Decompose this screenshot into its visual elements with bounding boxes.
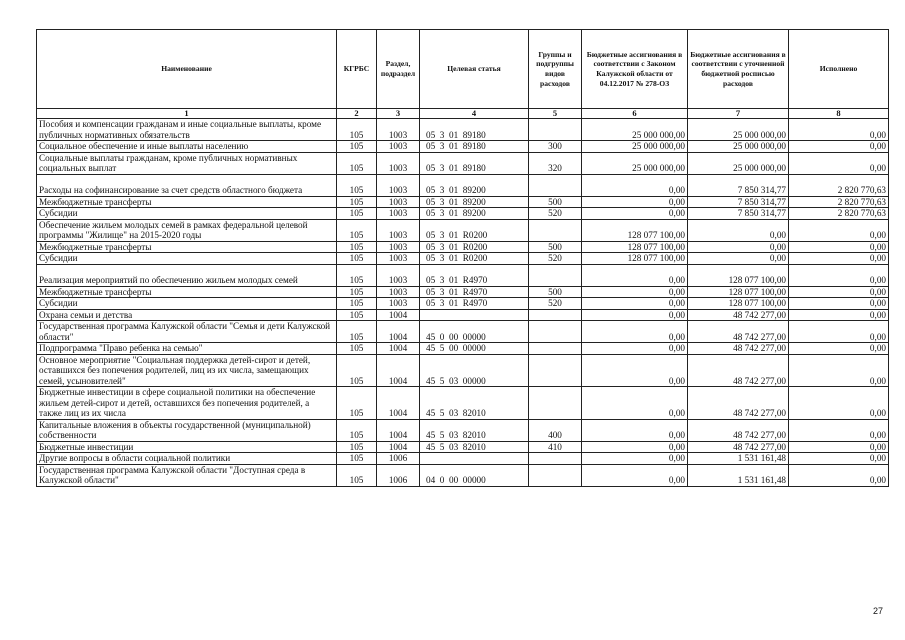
- row-refined-amount: 1 531 161,48: [688, 464, 789, 486]
- column-number: 2: [337, 109, 377, 119]
- column-number-row: [37, 109, 889, 119]
- row-name: Социальное обеспечение и иные выплаты населению: [37, 141, 337, 153]
- table-row: [37, 119, 889, 141]
- row-target: 05 3 01 R4970: [420, 298, 529, 310]
- row-section: 1003: [377, 141, 420, 153]
- row-refined-amount: 25 000 000,00: [688, 141, 789, 153]
- row-target: 05 3 01 R0200: [420, 253, 529, 265]
- row-refined-amount: 128 077 100,00: [688, 298, 789, 310]
- table-row: [37, 196, 889, 208]
- row-target: 05 3 01 R0200: [420, 219, 529, 241]
- row-law-amount: 0,00: [582, 264, 688, 286]
- row-section: 1003: [377, 174, 420, 196]
- row-section: 1003: [377, 241, 420, 253]
- row-refined-amount: 0,00: [688, 219, 789, 241]
- table-row: [37, 264, 889, 286]
- row-name: Субсидии: [37, 253, 337, 265]
- row-name: Межбюджетные трансферты: [37, 196, 337, 208]
- row-refined-amount: 7 850 314,77: [688, 208, 789, 220]
- header-kgrbs: КГРБС: [337, 30, 377, 109]
- row-executed-amount: 0,00: [789, 354, 889, 387]
- row-kgrbs: 105: [337, 453, 377, 465]
- row-group: [529, 387, 582, 420]
- row-target: 05 3 01 89180: [420, 119, 529, 141]
- page-number: 27: [873, 606, 884, 616]
- row-target: 05 3 01 89180: [420, 152, 529, 174]
- row-law-amount: 0,00: [582, 354, 688, 387]
- row-executed-amount: 0,00: [789, 419, 889, 441]
- column-number: 5: [529, 109, 582, 119]
- row-law-amount: 128 077 100,00: [582, 219, 688, 241]
- row-target: 45 5 03 82010: [420, 387, 529, 420]
- row-target: 05 3 01 89200: [420, 196, 529, 208]
- row-kgrbs: 105: [337, 174, 377, 196]
- row-kgrbs: 105: [337, 321, 377, 343]
- row-kgrbs: 105: [337, 119, 377, 141]
- row-law-amount: 128 077 100,00: [582, 253, 688, 265]
- row-name: Другие вопросы в области социальной политики: [37, 453, 337, 465]
- row-executed-amount: 0,00: [789, 387, 889, 420]
- row-refined-amount: 48 742 277,00: [688, 387, 789, 420]
- row-group: [529, 174, 582, 196]
- header-section: Раздел, подраздел: [377, 30, 420, 109]
- row-refined-amount: 7 850 314,77: [688, 196, 789, 208]
- row-law-amount: 0,00: [582, 441, 688, 453]
- row-group: 300: [529, 141, 582, 153]
- row-law-amount: 0,00: [582, 309, 688, 321]
- row-group: 500: [529, 286, 582, 298]
- row-executed-amount: 0,00: [789, 141, 889, 153]
- table-row: [37, 219, 889, 241]
- row-refined-amount: 128 077 100,00: [688, 286, 789, 298]
- row-executed-amount: 2 820 770,63: [789, 196, 889, 208]
- row-group: [529, 321, 582, 343]
- row-executed-amount: 0,00: [789, 343, 889, 355]
- row-section: 1004: [377, 387, 420, 420]
- row-law-amount: 0,00: [582, 286, 688, 298]
- row-refined-amount: 48 742 277,00: [688, 309, 789, 321]
- table-row: [37, 321, 889, 343]
- row-group: [529, 464, 582, 486]
- row-refined-amount: 48 742 277,00: [688, 441, 789, 453]
- column-number: 6: [582, 109, 688, 119]
- row-name: Основное мероприятие "Социальная поддержка детей-сирот и детей, оставшихся без попечения родителей, лиц из их числа, замещающих семей, усыновителей": [37, 354, 337, 387]
- row-group: [529, 119, 582, 141]
- table-row: [37, 298, 889, 310]
- table-row: [37, 441, 889, 453]
- row-law-amount: 0,00: [582, 464, 688, 486]
- table-row: [37, 309, 889, 321]
- row-section: 1003: [377, 196, 420, 208]
- row-target: 45 5 03 82010: [420, 419, 529, 441]
- row-section: 1003: [377, 152, 420, 174]
- row-section: 1003: [377, 253, 420, 265]
- table-row: [37, 241, 889, 253]
- row-group: [529, 219, 582, 241]
- row-executed-amount: 0,00: [789, 453, 889, 465]
- row-kgrbs: 105: [337, 309, 377, 321]
- table-row: [37, 343, 889, 355]
- row-target: 05 3 01 89180: [420, 141, 529, 153]
- row-executed-amount: 0,00: [789, 253, 889, 265]
- row-law-amount: 25 000 000,00: [582, 141, 688, 153]
- row-law-amount: 0,00: [582, 419, 688, 441]
- row-kgrbs: 105: [337, 419, 377, 441]
- row-target: 05 3 01 89200: [420, 208, 529, 220]
- table-row: [37, 253, 889, 265]
- table-row: [37, 208, 889, 220]
- row-kgrbs: 105: [337, 208, 377, 220]
- row-group: 410: [529, 441, 582, 453]
- row-executed-amount: 2 820 770,63: [789, 174, 889, 196]
- row-refined-amount: 128 077 100,00: [688, 264, 789, 286]
- row-kgrbs: 105: [337, 441, 377, 453]
- row-group: [529, 264, 582, 286]
- row-section: 1003: [377, 286, 420, 298]
- row-kgrbs: 105: [337, 219, 377, 241]
- row-refined-amount: 48 742 277,00: [688, 321, 789, 343]
- header-law: Бюджетные ассигнования в соответствии с Законом Калужской области от 04.12.2017 № 278-ОЗ: [582, 30, 688, 109]
- row-refined-amount: 48 742 277,00: [688, 343, 789, 355]
- row-target: 45 0 00 00000: [420, 321, 529, 343]
- row-target: 05 3 01 R4970: [420, 286, 529, 298]
- row-name: Бюджетные инвестиции: [37, 441, 337, 453]
- column-number: 1: [37, 109, 337, 119]
- row-group: 320: [529, 152, 582, 174]
- row-refined-amount: 48 742 277,00: [688, 419, 789, 441]
- row-group: [529, 354, 582, 387]
- row-target: 45 5 03 00000: [420, 354, 529, 387]
- row-group: 400: [529, 419, 582, 441]
- header-executed: Исполнено: [789, 30, 889, 109]
- table-row: [37, 286, 889, 298]
- row-refined-amount: 0,00: [688, 241, 789, 253]
- row-law-amount: 0,00: [582, 208, 688, 220]
- row-executed-amount: 0,00: [789, 286, 889, 298]
- table-row: [37, 453, 889, 465]
- row-executed-amount: 0,00: [789, 298, 889, 310]
- row-kgrbs: 105: [337, 152, 377, 174]
- row-law-amount: 25 000 000,00: [582, 152, 688, 174]
- row-name: Подпрограмма "Право ребенка на семью": [37, 343, 337, 355]
- row-section: 1003: [377, 298, 420, 310]
- table-row: [37, 141, 889, 153]
- row-kgrbs: 105: [337, 387, 377, 420]
- column-number: 7: [688, 109, 789, 119]
- table-row: [37, 419, 889, 441]
- row-executed-amount: 0,00: [789, 441, 889, 453]
- table-row: [37, 387, 889, 420]
- row-executed-amount: 0,00: [789, 241, 889, 253]
- row-refined-amount: 7 850 314,77: [688, 174, 789, 196]
- row-section: 1003: [377, 219, 420, 241]
- row-target: [420, 453, 529, 465]
- row-group: [529, 343, 582, 355]
- row-name: Социальные выплаты гражданам, кроме публичных нормативных социальных выплат: [37, 152, 337, 174]
- row-law-amount: 0,00: [582, 298, 688, 310]
- header-target: Целевая статья: [420, 30, 529, 109]
- budget-table: [36, 29, 889, 487]
- row-refined-amount: 1 531 161,48: [688, 453, 789, 465]
- row-law-amount: 25 000 000,00: [582, 119, 688, 141]
- column-number: 8: [789, 109, 889, 119]
- row-law-amount: 0,00: [582, 174, 688, 196]
- row-law-amount: 0,00: [582, 453, 688, 465]
- row-kgrbs: 105: [337, 253, 377, 265]
- row-target: 05 3 01 89200: [420, 174, 529, 196]
- row-target: [420, 309, 529, 321]
- row-name: Межбюджетные трансферты: [37, 241, 337, 253]
- row-group: 500: [529, 196, 582, 208]
- row-refined-amount: 25 000 000,00: [688, 119, 789, 141]
- row-kgrbs: 105: [337, 141, 377, 153]
- row-executed-amount: 2 820 770,63: [789, 208, 889, 220]
- row-group: 520: [529, 208, 582, 220]
- row-law-amount: 0,00: [582, 343, 688, 355]
- row-law-amount: 0,00: [582, 321, 688, 343]
- row-executed-amount: 0,00: [789, 464, 889, 486]
- row-name: Субсидии: [37, 298, 337, 310]
- row-name: Субсидии: [37, 208, 337, 220]
- row-name: Государственная программа Калужской области "Доступная среда в Калужской области": [37, 464, 337, 486]
- row-target: 05 3 01 R4970: [420, 264, 529, 286]
- row-law-amount: 128 077 100,00: [582, 241, 688, 253]
- row-section: 1003: [377, 208, 420, 220]
- row-executed-amount: 0,00: [789, 152, 889, 174]
- row-group: [529, 453, 582, 465]
- row-name: Обеспечение жильем молодых семей в рамках федеральной целевой программы "Жилище" на 2015-2020 годы: [37, 219, 337, 241]
- row-section: 1003: [377, 119, 420, 141]
- header-name: Наименование: [37, 30, 337, 109]
- row-group: [529, 309, 582, 321]
- row-section: 1004: [377, 441, 420, 453]
- table-row: [37, 174, 889, 196]
- header-groups: Группы и подгруппы видов расходов: [529, 30, 582, 109]
- row-kgrbs: 105: [337, 354, 377, 387]
- row-target: 45 5 00 00000: [420, 343, 529, 355]
- row-law-amount: 0,00: [582, 387, 688, 420]
- table-row: [37, 152, 889, 174]
- row-kgrbs: 105: [337, 241, 377, 253]
- row-section: 1004: [377, 419, 420, 441]
- row-law-amount: 0,00: [582, 196, 688, 208]
- row-refined-amount: 48 742 277,00: [688, 354, 789, 387]
- row-section: 1006: [377, 464, 420, 486]
- row-section: 1004: [377, 309, 420, 321]
- header-refined: Бюджетные ассигнования в соответствии с уточненной бюджетной росписью расходов: [688, 30, 789, 109]
- row-refined-amount: 25 000 000,00: [688, 152, 789, 174]
- row-name: Государственная программа Калужской области "Семья и дети Калужской области": [37, 321, 337, 343]
- row-refined-amount: 0,00: [688, 253, 789, 265]
- row-executed-amount: 0,00: [789, 119, 889, 141]
- table-row: [37, 464, 889, 486]
- row-section: 1003: [377, 264, 420, 286]
- column-number: 4: [420, 109, 529, 119]
- row-kgrbs: 105: [337, 298, 377, 310]
- row-executed-amount: 0,00: [789, 309, 889, 321]
- row-kgrbs: 105: [337, 196, 377, 208]
- row-name: Реализация мероприятий по обеспечению жильем молодых семей: [37, 264, 337, 286]
- row-kgrbs: 105: [337, 343, 377, 355]
- row-kgrbs: 105: [337, 464, 377, 486]
- row-section: 1004: [377, 354, 420, 387]
- table-row: [37, 354, 889, 387]
- row-target: 45 5 03 82010: [420, 441, 529, 453]
- row-group: 520: [529, 298, 582, 310]
- row-name: Капитальные вложения в объекты государственной (муниципальной) собственности: [37, 419, 337, 441]
- row-name: Бюджетные инвестиции в сфере социальной политики на обеспечение жильем детей-сирот и детей, оставшихся без попечения родителей, а также лиц из их числа: [37, 387, 337, 420]
- row-target: 04 0 00 00000: [420, 464, 529, 486]
- row-section: 1004: [377, 321, 420, 343]
- row-section: 1006: [377, 453, 420, 465]
- row-executed-amount: 0,00: [789, 264, 889, 286]
- row-name: Расходы на софинансирование за счет средств областного бюджета: [37, 174, 337, 196]
- row-kgrbs: 105: [337, 286, 377, 298]
- row-executed-amount: 0,00: [789, 219, 889, 241]
- row-kgrbs: 105: [337, 264, 377, 286]
- row-executed-amount: 0,00: [789, 321, 889, 343]
- row-name: Охрана семьи и детства: [37, 309, 337, 321]
- column-number: 3: [377, 109, 420, 119]
- row-target: 05 3 01 R0200: [420, 241, 529, 253]
- row-group: 520: [529, 253, 582, 265]
- row-section: 1004: [377, 343, 420, 355]
- row-group: 500: [529, 241, 582, 253]
- row-name: Пособия и компенсации гражданам и иные социальные выплаты, кроме публичных нормативных обязательств: [37, 119, 337, 141]
- row-name: Межбюджетные трансферты: [37, 286, 337, 298]
- budget-table-sheet: [36, 29, 889, 487]
